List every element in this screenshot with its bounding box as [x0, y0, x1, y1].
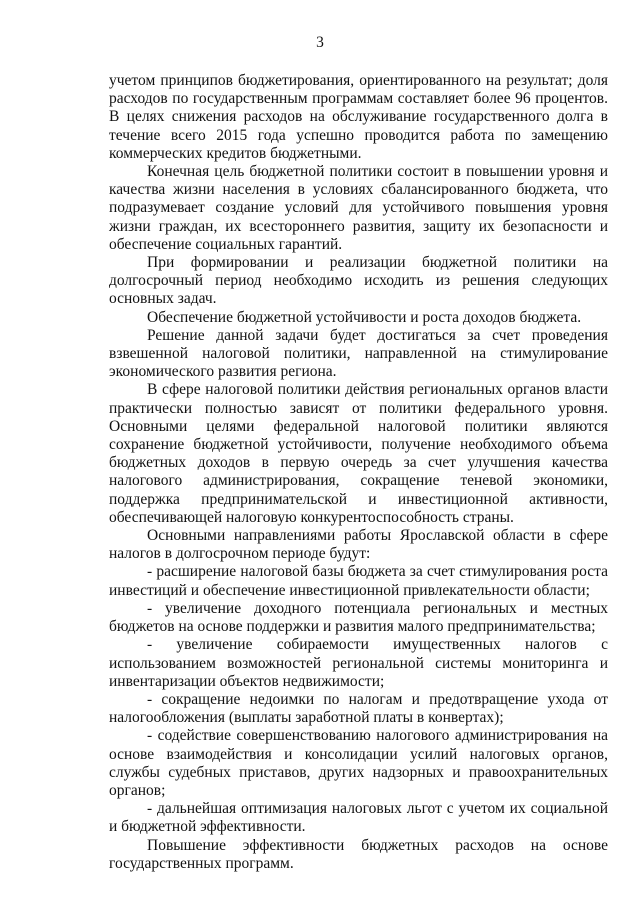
list-item-2: - увеличение доходного потенциала региональных и местных бюджетов на основе поддержки и развития малого предпринимательства;	[109, 599, 608, 636]
paragraph-6: В сфере налоговой политики действия региональных органов власти практически полностью зависят от политики федерального уровня. Основными целями федеральной налоговой политики являются сохранение бюджетной устойчивости, получение необходимого объема бюджетных доходов в первую очередь за счет улучшения качества налогового администрирования, сокращение теневой экономики, поддержка предпринимательской и инвестиционной активности, обеспечивающей налоговую конкурентоспособность страны.	[109, 381, 608, 526]
list-item-5: - содействие совершенствованию налогового администрирования на основе взаимодействия и консолидации усилий налоговых органов, службы судебных приставов, других надзорных и правоохранительных органов;	[109, 727, 608, 799]
paragraph-7: Основными направлениями работы Ярославской области в сфере налогов в долгосрочном периоде будут:	[109, 527, 608, 563]
page-number: 3	[316, 34, 324, 51]
list-item-1: - расширение налоговой базы бюджета за счет стимулирования роста инвестиций и обеспечение инвестиционной привлекательности области;	[109, 563, 608, 599]
paragraph-2: Конечная цель бюджетной политики состоит в повышении уровня и качества жизни населения в условиях сбалансированного бюджета, что подразумевает создание условий для устойчивого повышения уровня жизни граждан, их всестороннего развития, защиту их безопасности и обеспечение социальных гарантий.	[109, 163, 608, 253]
document-body	[109, 72, 608, 873]
list-item-6: - дальнейшая оптимизация налоговых льгот с учетом их социальной и бюджетной эффективности.	[109, 800, 608, 836]
paragraph-5: Решение данной задачи будет достигаться за счет проведения взвешенной налоговой политики, направленной на стимулирование экономического развития региона.	[109, 326, 608, 381]
paragraph-8: Повышение эффективности бюджетных расходов на основе государственных программ.	[109, 836, 608, 872]
list-item-3: - увеличение собираемости имущественных налогов с использованием возможностей региональной системы мониторинга и инвентаризации объектов недвижимости;	[109, 636, 608, 690]
paragraph-3: При формировании и реализации бюджетной политики на долгосрочный период необходимо исходить из решения следующих основных задач.	[109, 254, 608, 308]
paragraph-4: Обеспечение бюджетной устойчивости и роста доходов бюджета.	[147, 308, 582, 326]
list-item-4: - сокращение недоимки по налогам и предотвращение ухода от налогообложения (выплаты заработной платы в конвертах);	[109, 690, 608, 727]
paragraph-1: учетом принципов бюджетирования, ориентированного на результат; доля расходов по государственным программам составляет более 96 процентов. В целях снижения расходов на обслуживание государственного долга в течение всего 2015 года успешно проводится работа по замещению коммерческих кредитов бюджетными.	[109, 72, 608, 162]
